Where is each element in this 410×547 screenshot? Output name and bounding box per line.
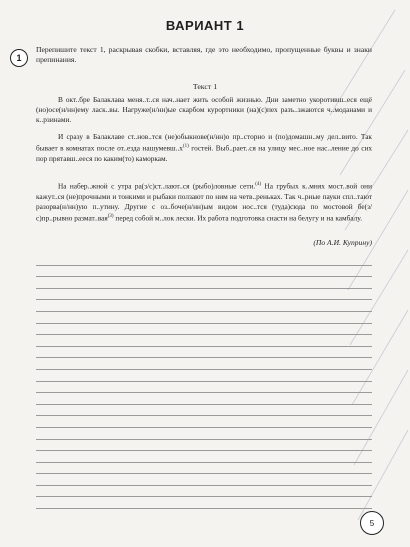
answer-line[interactable] <box>36 347 372 359</box>
page-title: ВАРИАНТ 1 <box>165 18 245 33</box>
paragraph-line: (по)домашн..му дел..вито. Так бывает в комнатах после от..езда нашумевш..х <box>36 132 372 153</box>
paragraph-line: заметно укоротивш..еся ещё (но)осе(н/нн)ему ласк..вы. Нагруже(н/нн)ые <box>36 95 372 115</box>
paragraph-line: На набер..жной с утра ра(з/с)ст..лают..ся (рыбо)ловные сети. <box>58 181 256 191</box>
paragraph-3 <box>36 180 372 224</box>
paragraph-line: скарбом курортники (на)(с)пех разъ..зжаются ч..моданами и к..рзинами. <box>36 105 372 125</box>
answer-line[interactable] <box>36 289 372 301</box>
answer-line[interactable] <box>36 440 372 452</box>
answer-line[interactable] <box>36 428 372 440</box>
answer-line[interactable] <box>36 416 372 428</box>
answer-line[interactable] <box>36 324 372 336</box>
paragraph-line: На грубых к..мнях мост..вой они кажут..ся (не)прочными и тонкими и рыбаки ползают по ним на четв..реньках. Так ч..рные пауки спл..тают разорва(н/нн)ую п..утину. Другие с оз..боче(н/нн)ым видом нос..тся (туда)сюда по мостовой бе(з/с)пр..рывно размат..вая <box>36 181 372 223</box>
answer-line[interactable] <box>36 370 372 382</box>
answer-line[interactable] <box>36 300 372 312</box>
answer-line[interactable] <box>36 382 372 394</box>
paragraph-2 <box>36 132 372 164</box>
paragraph-line: В окт..бре Балаклава меня..т..ся нач..нает жить особой жизнью. Дни <box>58 95 279 104</box>
footnote-mark: (3) <box>107 214 114 220</box>
answer-line[interactable] <box>36 405 372 417</box>
page-number: 5 <box>360 511 384 535</box>
answer-line[interactable] <box>36 312 372 324</box>
answer-line[interactable] <box>36 358 372 370</box>
footnote-mark: (1) <box>182 144 189 150</box>
answer-line[interactable] <box>36 463 372 475</box>
footnote-mark: (4) <box>255 182 262 187</box>
answer-line[interactable] <box>36 474 372 486</box>
task-instruction: Перепишите текст 1, раскрывая скобки, вставляя, где это необходимо, пропущенные буквы и знаки препинания. <box>36 45 372 65</box>
answer-line[interactable] <box>36 486 372 498</box>
answer-line[interactable] <box>36 277 372 289</box>
answer-line[interactable] <box>36 266 372 278</box>
paragraph-line: И сразу в Балаклаве ст..нов..тся (не)обыкнове(н/нн)о пр..сторно и <box>58 132 273 141</box>
text-author: (По А.И. Куприну) <box>313 238 372 247</box>
answer-line[interactable] <box>36 393 372 405</box>
answer-line[interactable] <box>36 497 372 509</box>
paragraph-1 <box>36 95 372 126</box>
text-title: Текст 1 <box>192 82 218 91</box>
paragraph-line: перед собой м..лок лески. Их работа подготовка снасти на белугу и на камбалу. <box>113 213 363 223</box>
task-number-badge: 1 <box>10 49 28 67</box>
answer-line[interactable] <box>36 254 372 266</box>
answer-line[interactable] <box>36 335 372 347</box>
paragraph-line: гостей. Выб..рает..ся на улицу мес..ное нас..ление до сих пор прятавш..ееся по каким(то) каморкам. <box>36 143 373 163</box>
answer-lines[interactable] <box>36 254 372 509</box>
answer-line[interactable] <box>36 451 372 463</box>
